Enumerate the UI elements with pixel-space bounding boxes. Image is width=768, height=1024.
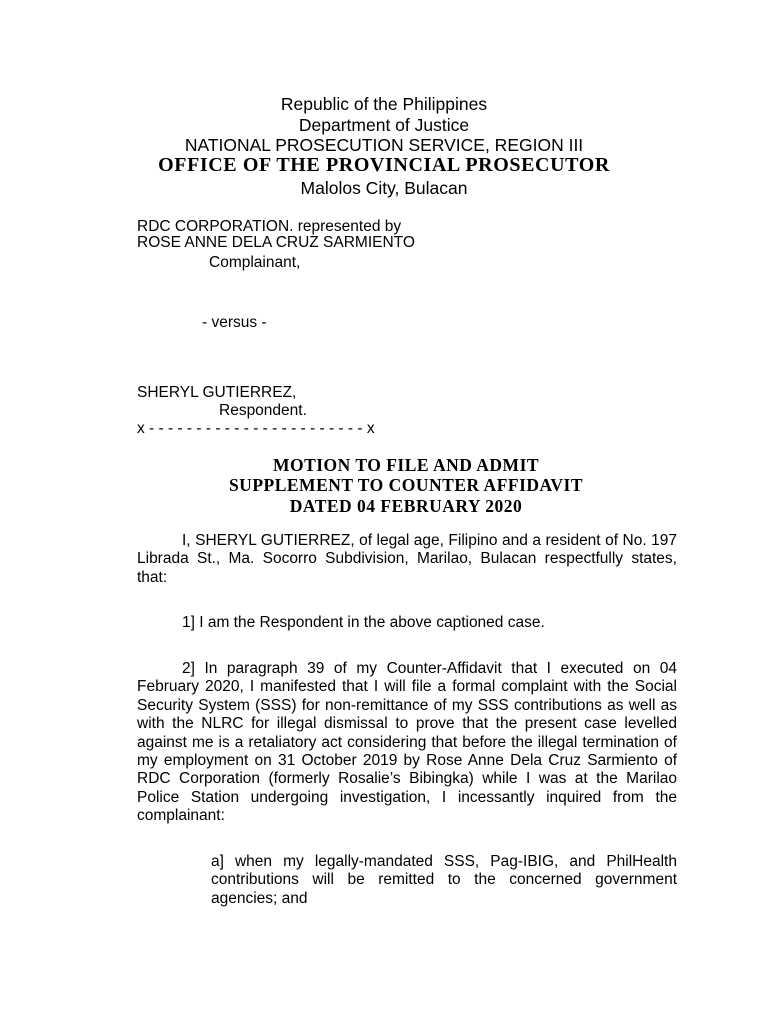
item-2-text: 2] In paragraph 39 of my Counter-Affidavit that I executed on 04 February 2020, I manifested that I will file a formal complaint with the Social Security System (SSS) for non-remittance of my SSS contributions as well as with the NLRC for illegal dismissal to prove that the present case levelled against me is a retaliatory act considering that before the illegal termination of my employment on 31 October 2019 by Rose Anne Dela Cruz Sarmiento of RDC Corporation (formerly Rosalie’s Bibingka) while I was at the Marilao Police Station undergoing investigation, I incessantly inquired from the complainant: — [137, 660, 677, 825]
respondent-role: Respondent. — [219, 402, 307, 419]
intro-text: I, SHERYL GUTIERREZ, of legal age, Filipino and a resident of No. 197 Librada St., Ma. Socorro Subdivision, Marilao, Bulacan respectfully states, that: — [137, 532, 677, 586]
versus-label: - versus - — [202, 314, 267, 331]
sub-item-a — [211, 853, 677, 908]
header-service: NATIONAL PROSECUTION SERVICE, REGION III — [184, 135, 584, 155]
header-city: Malolos City, Bulacan — [300, 178, 468, 198]
motion-title-line-2: SUPPLEMENT TO COUNTER AFFIDAVIT — [228, 475, 584, 495]
respondent-name: SHERYL GUTIERREZ, — [137, 384, 297, 401]
header-republic: Republic of the Philippines — [280, 94, 488, 114]
item-2-paragraph — [137, 660, 677, 826]
intro-paragraph — [137, 532, 677, 587]
item-1-paragraph — [137, 614, 677, 632]
item-1-text: 1] I am the Respondent in the above captioned case. — [182, 614, 545, 631]
sub-item-a-text: a] when my legally-mandated SSS, Pag-IBIG, and PhilHealth contributions will be remitted to the concerned government agencies; and — [211, 853, 677, 907]
caption-separator: x - - - - - - - - - - - - - - - - - - - - - - - x — [137, 420, 375, 437]
header-department: Department of Justice — [298, 115, 470, 135]
complainant-line-2: ROSE ANNE DELA CRUZ SARMIENTO — [137, 234, 415, 251]
header-office: OFFICE OF THE PROVINCIAL PROSECUTOR — [158, 154, 610, 176]
complainant-line-1: RDC CORPORATION. represented by — [137, 218, 402, 235]
motion-title-line-1: MOTION TO FILE AND ADMIT — [272, 455, 540, 475]
complainant-role: Complainant, — [209, 254, 301, 271]
motion-title-line-3: DATED 04 FEBRUARY 2020 — [289, 496, 523, 516]
